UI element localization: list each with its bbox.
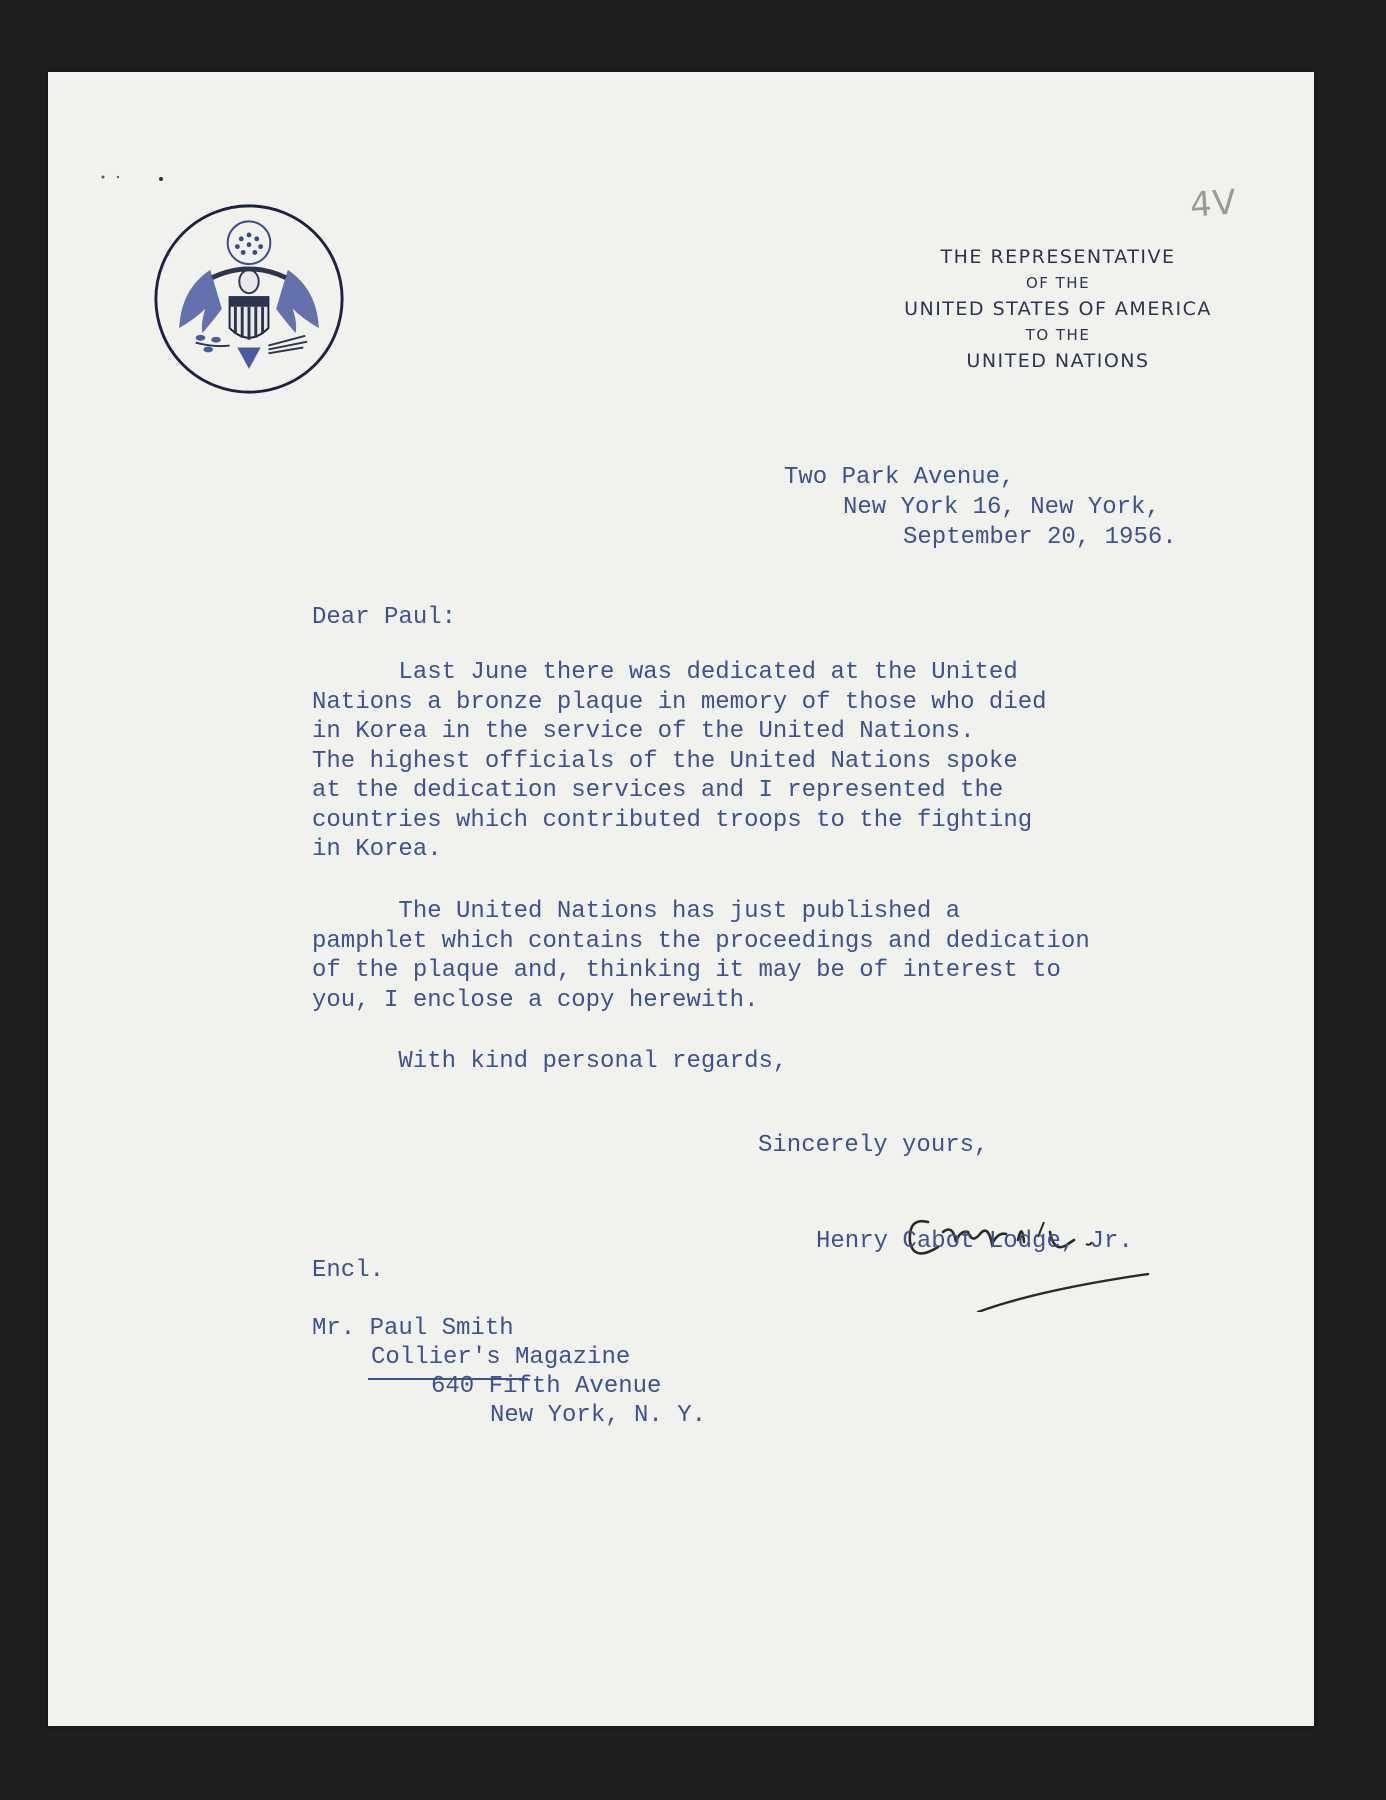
pencil-annotation: 4V xyxy=(1188,182,1239,226)
letter-sheet xyxy=(48,72,1314,1726)
salutation: Dear Paul: xyxy=(312,604,457,631)
body-paragraph: Last June there was dedicated at the United Nations a bronze plaque in memory of those who died in Korea in the service of the United Nations. The highest officials of the United Nations spoke at the dedication services and I represented the countries which contributed troops to the fighting in Korea. xyxy=(312,659,1047,863)
letterhead-line: TO THE xyxy=(1025,326,1091,344)
sender-address-line: Two Park Avenue, xyxy=(784,464,1015,491)
signatory-name: Henry Cabot Lodge, Jr. xyxy=(816,1228,1133,1255)
letterhead xyxy=(858,244,1258,374)
body-paragraph: With kind personal regards, xyxy=(312,1048,788,1075)
recipient-line: 640 Fifth Avenue xyxy=(431,1373,662,1400)
closing: Sincerely yours, xyxy=(758,1132,989,1159)
letter-date: September 20, 1956. xyxy=(903,524,1177,551)
paper-marks xyxy=(98,172,178,192)
sender-address-line: New York 16, New York, xyxy=(843,494,1160,521)
recipient-line: Collier's Magazine xyxy=(371,1344,631,1371)
letterhead-line: UNITED STATES OF AMERICA xyxy=(904,298,1212,320)
letterhead-line: OF THE xyxy=(1025,274,1091,292)
recipient-line: Mr. Paul Smith xyxy=(312,1315,514,1342)
recipient-line: New York, N. Y. xyxy=(490,1402,707,1429)
letterhead-line: THE REPRESENTATIVE xyxy=(940,246,1176,268)
body-paragraph: The United Nations has just published a pamphlet which contains the proceedings and dedication of the plaque and, thinking it may be of interest to you, I enclose a copy herewith. xyxy=(312,898,1090,1014)
enclosure-note: Encl. xyxy=(312,1257,385,1284)
great-seal-icon xyxy=(152,202,346,396)
letterhead-line: UNITED NATIONS xyxy=(966,350,1150,372)
